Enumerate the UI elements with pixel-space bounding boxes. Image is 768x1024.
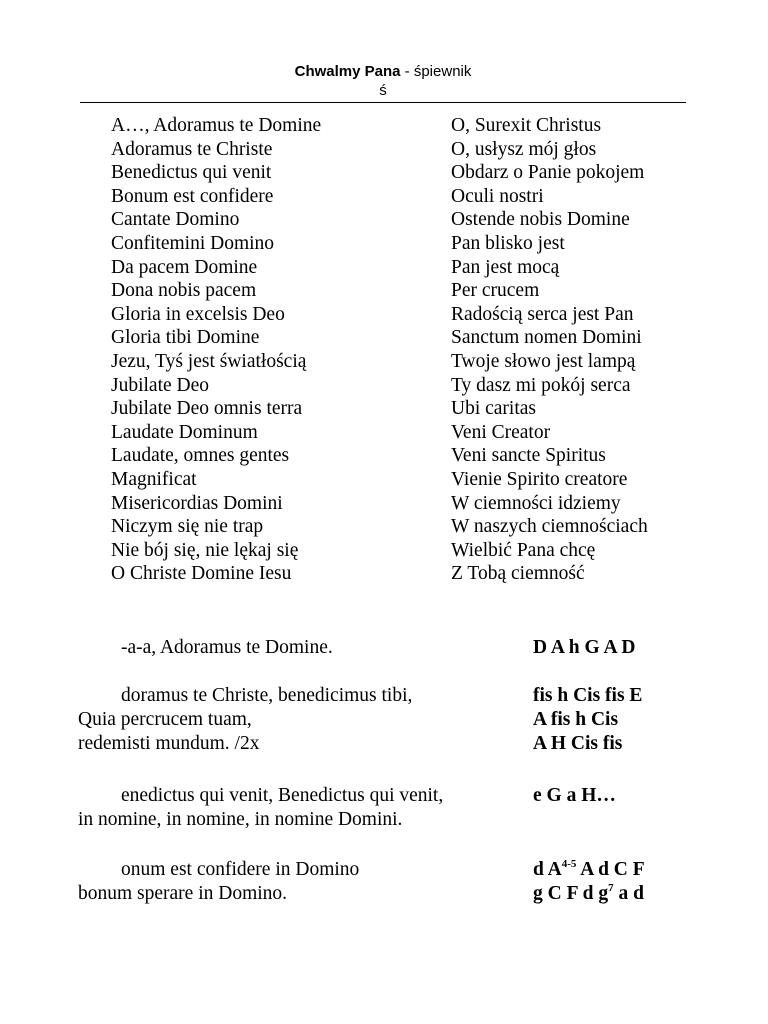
toc-item[interactable]: Wielbić Pana chcę [451,539,596,561]
toc-item[interactable]: Sanctum nomen Domini [451,327,642,349]
toc-item[interactable]: Veni Creator [451,421,551,443]
song-bonum-est-confidere [78,858,688,906]
toc-item[interactable]: Vienie Spirito creatore [451,468,628,490]
toc-left-column [111,114,441,586]
lyric-text: bonum sperare in Domino. [78,883,288,904]
chord-line: fis h Cis fis E [533,685,643,706]
toc-item[interactable]: Jubilate Deo [111,374,210,396]
toc-item[interactable]: Confitemini Domino [111,232,275,254]
toc-item[interactable]: Adoramus te Christe [111,138,273,160]
toc-item[interactable]: Oculi nostri [451,185,544,207]
section-letter: ś [379,82,387,99]
toc-item[interactable]: Ubi caritas [451,398,537,420]
chord-text: g C F d g [533,883,609,904]
toc-item[interactable]: Obdarz o Panie pokojem [451,162,645,184]
lyric-text: in nomine, in nomine, in nomine Domini. [78,809,403,830]
chord-text: A d C F [576,859,645,880]
chord-text: d A [533,859,562,880]
toc-item[interactable]: Gloria in excelsis Deo [111,303,285,325]
chord-superscript: 4-5 [561,857,577,870]
lyric-line [78,858,688,882]
chord-line: A H Cis fis [533,733,623,754]
toc-item[interactable]: Jubilate Deo omnis terra [111,398,303,420]
song-adoramus-te-domine [78,636,688,660]
title-separator: - [400,63,414,80]
page-header [80,62,686,100]
lyric-text: doramus te Christe, benedicimus tibi, [121,685,413,706]
lyric-text: -a-a, Adoramus te Domine. [121,637,333,658]
toc-item[interactable]: Nie bój się, nie lękaj się [111,539,299,561]
chord-line [533,858,645,882]
toc-item[interactable]: Bonum est confidere [111,185,274,207]
toc-item[interactable]: A…, Adoramus te Domine [111,115,322,136]
toc-item[interactable]: Misericordias Domini [111,492,283,514]
lyric-line [78,636,688,660]
toc-right-column [451,114,751,586]
chord-line: D A h G A D [533,637,636,658]
chord-line [533,882,644,906]
toc-item[interactable]: O, Surexit Christus [451,115,602,136]
toc-item[interactable]: Magnificat [111,468,197,490]
lyric-line [78,808,688,832]
toc-item[interactable]: Pan blisko jest [451,232,565,254]
toc-item[interactable]: Veni sancte Spiritus [451,445,606,467]
lyric-text: enedictus qui venit, Benedictus qui venit, [121,785,444,806]
lyric-text: redemisti mundum. /2x [78,733,260,754]
toc-item[interactable]: W naszych ciemnościach [451,516,648,538]
toc-item[interactable]: Niczym się nie trap [111,516,264,538]
header-divider [80,102,686,103]
toc-item[interactable]: Jezu, Tyś jest światłością [111,350,307,372]
toc-item[interactable]: Radością serca jest Pan [451,303,634,325]
toc-item[interactable]: Twoje słowo jest lampą [451,350,636,372]
lyric-line [78,708,688,732]
song-benedictus-qui-venit [78,784,688,832]
toc-item[interactable]: O, usłysz mój głos [451,138,597,160]
toc-item[interactable]: W ciemności idziemy [451,492,621,514]
toc-item[interactable]: Da pacem Domine [111,256,258,278]
songbook-title: Chwalmy Pana [294,63,401,80]
toc-item[interactable]: Ty dasz mi pokój serca [451,374,631,396]
lyric-line [78,882,688,906]
toc-item[interactable]: Z Tobą ciemność [451,563,585,585]
toc-item[interactable]: Per crucem [451,280,540,302]
toc-item[interactable]: Gloria tibi Domine [111,327,260,349]
toc-item[interactable]: Pan jest mocą [451,256,560,278]
chord-superscript: 7 [608,881,614,894]
songbook-subtitle: śpiewnik [413,63,472,80]
toc-item[interactable]: Laudate Dominum [111,421,258,443]
header-title-line [80,62,686,81]
chord-line: e G a H… [533,785,616,806]
toc-item[interactable]: Cantate Domino [111,209,240,231]
toc-item[interactable]: O Christe Domine Iesu [111,563,292,585]
toc-item[interactable]: Ostende nobis Domine [451,209,630,231]
song-adoramus-te-christe [78,684,688,756]
lyric-line [78,732,688,756]
lyric-line [78,784,688,808]
lyric-text: Quia percrucem tuam, [78,709,252,730]
toc-item[interactable]: Laudate, omnes gentes [111,445,290,467]
toc-item[interactable]: Dona nobis pacem [111,280,257,302]
chord-text: a d [613,883,644,904]
toc-item[interactable]: Benedictus qui venit [111,162,272,184]
chord-line: A fis h Cis [533,709,619,730]
lyric-text: onum est confidere in Domino [121,859,360,880]
lyric-line [78,684,688,708]
